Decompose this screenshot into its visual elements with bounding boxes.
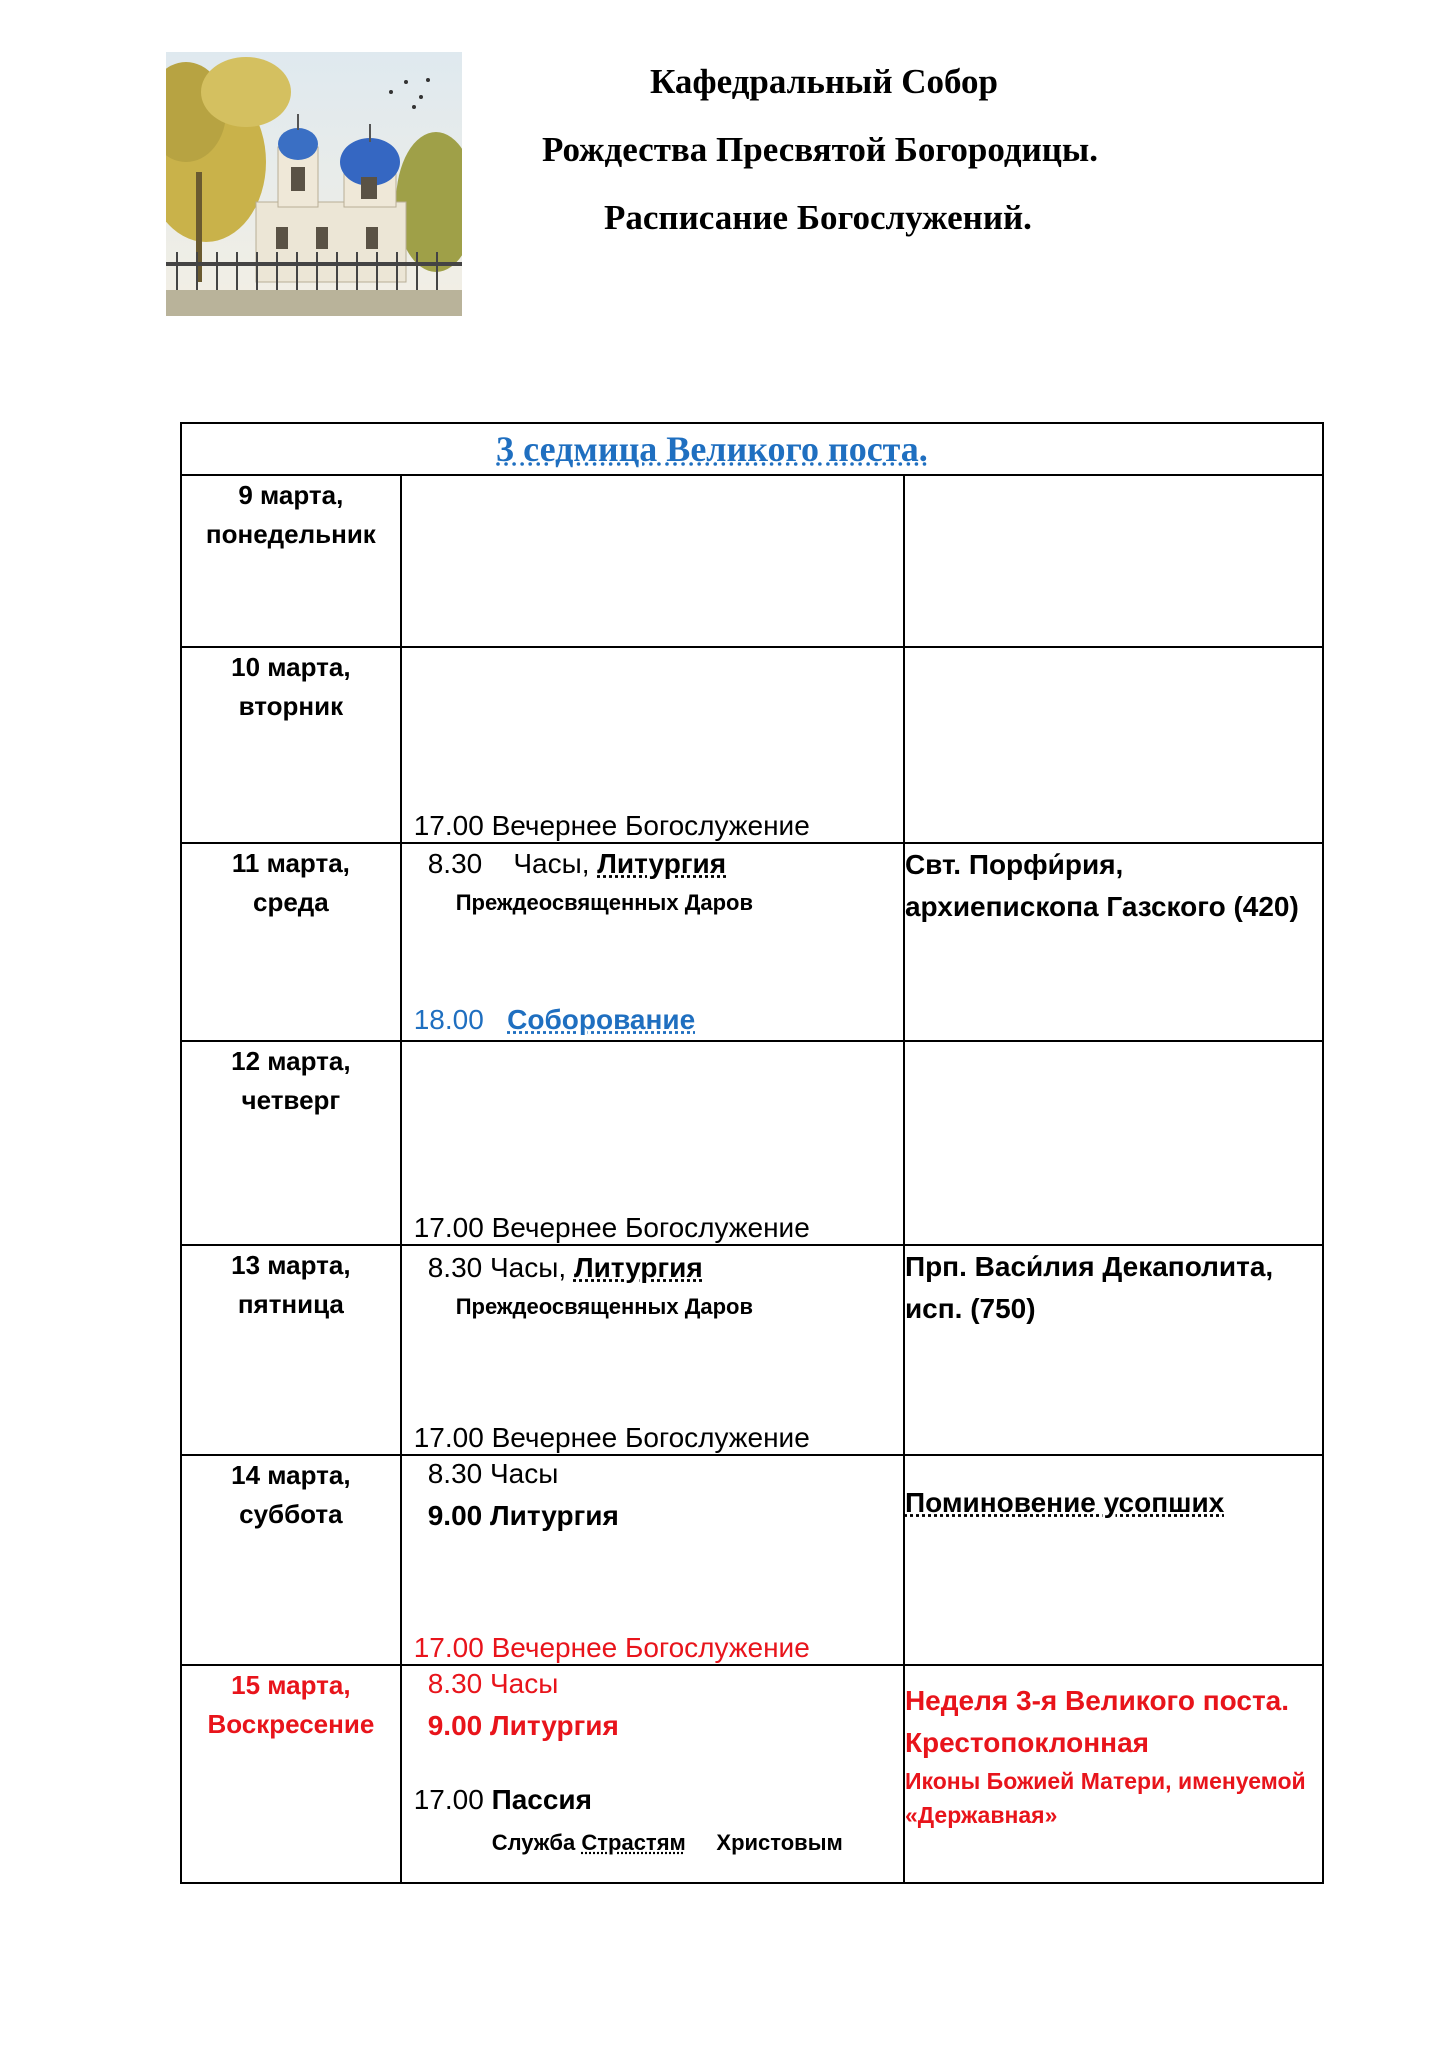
evening-service: 17.00 Вечернее Богослужение	[413, 1632, 810, 1663]
week-title: 3 седмица Великого поста.	[496, 429, 928, 469]
day-row	[181, 1041, 1323, 1245]
liturgy-service: 9.00 Литургия	[427, 1710, 619, 1741]
day-date: 14 марта,	[231, 1460, 351, 1490]
evening-service	[414, 1004, 695, 1036]
feast-cell	[904, 1665, 1323, 1883]
passion-subtitle	[492, 1830, 843, 1856]
title-line-2: Рождества Пресвятой Богородицы.	[542, 130, 1099, 169]
day-weekday: вторник	[238, 691, 344, 721]
day-cell	[181, 1245, 401, 1455]
subtitle-suffix: Христовым	[716, 1830, 843, 1855]
unction-label: Соборование	[507, 1004, 696, 1035]
day-date: 15 марта,	[231, 1670, 351, 1700]
liturgy-service: 9.00 Литургия	[427, 1500, 619, 1531]
day-row	[181, 1455, 1323, 1665]
day-row	[181, 475, 1323, 647]
cathedral-image	[166, 52, 462, 316]
day-cell	[181, 1041, 401, 1245]
feast-cell	[904, 1455, 1323, 1665]
day-row	[181, 1245, 1323, 1455]
day-row	[181, 843, 1323, 1041]
evening-service: 17.00 Вечернее Богослужение	[413, 1212, 810, 1243]
hours-service: 8.30 Часы	[427, 1458, 559, 1489]
week-row	[181, 423, 1323, 475]
morning-service	[428, 1252, 703, 1284]
day-cell	[181, 647, 401, 843]
feast-cell: Прп. Васи́лия Декаполита, исп. (750)	[904, 1245, 1323, 1455]
feast-title: Поминовение усопших	[904, 1487, 1225, 1518]
liturgy-label: Литургия	[597, 848, 727, 879]
evening-service: 17.00 Вечернее Богослужение	[413, 1422, 810, 1453]
day-date: 13 марта,	[231, 1250, 351, 1280]
day-date: 10 марта,	[231, 652, 351, 682]
services-cell	[401, 647, 904, 843]
day-row	[181, 1665, 1323, 1883]
day-weekday: суббота	[239, 1499, 343, 1529]
feast-cell: Свт. Порфи́рия, архиепископа Газского (420)	[904, 843, 1323, 1041]
liturgy-label: Литургия	[573, 1252, 703, 1283]
evening-service: 17.00 Вечернее Богослужение	[413, 810, 810, 841]
schedule-table	[180, 422, 1324, 1884]
feast-cell	[904, 475, 1323, 647]
subtitle-underlined: Страстям	[581, 1830, 686, 1855]
day-weekday: среда	[252, 887, 329, 917]
day-cell	[181, 1665, 401, 1883]
day-cell	[181, 1455, 401, 1665]
evening-time: 17.00	[413, 1784, 484, 1815]
day-row	[181, 647, 1323, 843]
feast-line-1: Неделя 3-я Великого поста.	[904, 1685, 1290, 1716]
feast-cell	[904, 647, 1323, 843]
services-cell	[401, 1245, 904, 1455]
day-weekday: четверг	[241, 1085, 341, 1115]
day-date: 12 марта,	[231, 1046, 351, 1076]
services-cell	[401, 475, 904, 647]
morning-time: 8.30	[427, 848, 483, 879]
title-line-1: Кафедральный Собор	[650, 62, 999, 101]
services-cell	[401, 1665, 904, 1883]
services-cell	[401, 1455, 904, 1665]
document-title	[480, 48, 1200, 252]
feast-line-3: Иконы Божией Матери, именуемой «Державная»	[904, 1768, 1306, 1828]
week-cell	[181, 423, 1323, 475]
day-cell	[181, 475, 401, 647]
morning-time: 8.30	[427, 1252, 483, 1283]
services-cell	[401, 843, 904, 1041]
feast-cell	[904, 1041, 1323, 1245]
day-date: 9 марта,	[238, 480, 344, 510]
day-weekday: Воскресение	[207, 1709, 375, 1739]
feast-line-2: Крестопоклонная	[904, 1727, 1149, 1758]
day-weekday: пятница	[237, 1289, 344, 1319]
morning-service	[428, 848, 726, 880]
services-cell	[401, 1041, 904, 1245]
evening-service	[414, 1784, 592, 1816]
hours-service: 8.30 Часы	[427, 1668, 559, 1699]
evening-time: 18.00	[413, 1004, 484, 1035]
passion-label: Пассия	[491, 1784, 592, 1815]
morning-hours: Часы,	[513, 848, 598, 879]
day-cell	[181, 843, 401, 1041]
day-date: 11 марта,	[231, 848, 350, 878]
liturgy-subtitle: Преждеосвященных Даров	[455, 1294, 754, 1319]
subtitle-prefix: Служба	[491, 1830, 582, 1855]
day-weekday: понедельник	[205, 519, 376, 549]
title-line-3: Расписание Богослужений.	[604, 198, 1032, 237]
morning-hours: Часы,	[490, 1252, 574, 1283]
liturgy-subtitle: Преждеосвященных Даров	[455, 890, 754, 915]
